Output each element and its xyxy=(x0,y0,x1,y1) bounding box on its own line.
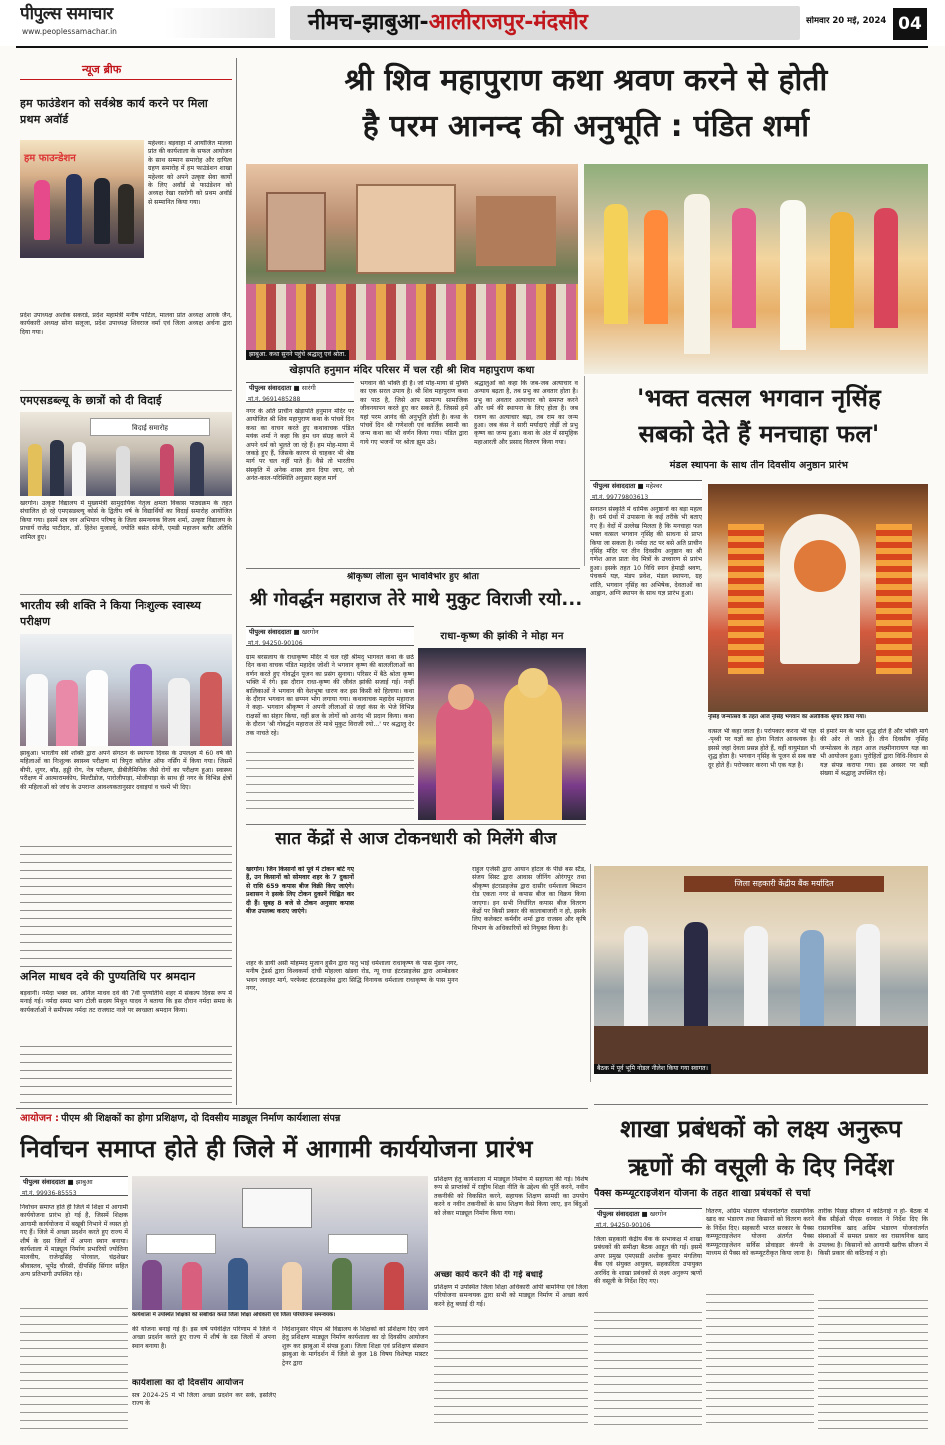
shakha-byline: पीपुल्स संवाददाता ■ खरगोन xyxy=(594,1208,702,1228)
nirvachan-workshop-photo xyxy=(132,1176,428,1310)
bhakt-body-col2: वत्सल भी कहा जाता है। परोपकार करना भी यज्ञ -पृथ्वी पर यज्ञों का होना नितांत आवश्यक है। इससे जहां देवता प्रसन्न होते हैं, वहीं वायुमंडल भी शुद्ध होता है। भगवान नृसिंह के पूजन से सब कष्ट दूर होते हैं। परोपकार करना भी एक यज्ञ है। xyxy=(708,728,816,769)
lead-byline-phone: मो.नं. 9691485288 xyxy=(248,396,301,403)
paper-logo[interactable] xyxy=(20,3,150,25)
govardhan-byline: पीपुल्स संवाददाता ■ खरगोन xyxy=(246,626,414,646)
lead-byline-city: सारंगी xyxy=(301,384,316,392)
shakha-photo-banner: जिला सहकारी केंद्रीय बैंक मर्यादित xyxy=(684,876,884,892)
shakha-headline-line2: ऋणों की वसूली के दिए निर्देश xyxy=(628,1153,894,1181)
nirvachan-col2-more: सत्र 2024-25 में भी जिला अच्छा प्रदर्शन कर सके, इसलिए राज्य के xyxy=(132,1392,276,1408)
shakha-headline-line1: शाखा प्रबंधकों को लक्ष्य अनुरूप xyxy=(620,1115,902,1143)
paper-name: पीपुल्स समाचार xyxy=(20,4,113,24)
nirvachan-col4-more: प्रशिक्षण में उपस्थित जिला शिक्षा अधिकारी ओपी बामनिया एवं जिला परियोजना समन्वयक द्वारा सभी को माड्यूल निर्माण में अच्छा कार्य करने हेतु बधाई दी गई। xyxy=(434,1284,588,1308)
nirvachan-byline-agency: पीपुल्स संवाददाता xyxy=(23,1178,66,1186)
nirvachan-col4-continued xyxy=(434,1326,588,1430)
shakha-col3-continued xyxy=(818,1300,928,1430)
page-number: 04 xyxy=(893,8,927,40)
brief2-body-text: खरगोन। उत्कृष्ट विद्यालय में मुख्यमंत्री सामुदायिक नेतृत्व क्षमता विकास पाठ्यक्रम के तहत संचालित हो रहे एमएसडब्ल्यू कोर्स के द्वितीय वर्ष के विद्यार्थियों का विदाई समारोह आयोजित किया गया। इसमें सत्र जन अभियान परिषद् के जिला समन्वयक विजय शर्मा, उत्कृष्ट विद्यालय के प्राचार्य राजेंद्र पाटीदार, डॉ. हितेश मुजाल्दे, ज्योति बसंत सोनी, एमडी महाजन बतौर अतिथि शामिल हुए। xyxy=(20,500,232,541)
lead-headline-line1: श्री शिव महापुराण कथा श्रवण करने से होती xyxy=(344,63,828,98)
masthead xyxy=(0,0,945,46)
brief4-continued-text xyxy=(20,1046,232,1104)
bhakt-byline-city: महेश्वर xyxy=(645,482,663,490)
lead-photo-caption: झाबुआ. कथा सुनने पहुंचे श्रद्धालु एवं श्रोता. xyxy=(246,350,349,360)
news-brief-label: न्यूज ब्रीफ xyxy=(82,63,122,76)
lead-body-col1: नगर के अति प्राचीन खेड़ापति हनुमान मंदिर पर आयोजित श्री शिव महापुराण कथा के पांचवें दिन कथा का वाचन करते हुए कथावाचक पंडित मयंक शर्मा ने कहा कि हम धन संग्रह करने में अपने धर्म को भूलते जा रहे हैं। हम मोह-माया में जकड़े हुए हैं, जिसके कारण से चाहकर भी श्रेष्ठ मार्ग पर चल नहीं पाते हैं। वैसे तो भारतीय संस्कृति में अनेक शास्त्र ज्ञान दिया जाए, जो अनंत-काल-परिस्थिति अनुसार सहज मार्ग xyxy=(246,408,354,483)
news-brief-title xyxy=(20,62,232,80)
lead-subhead: खेड़ापति हनुमान मंदिर परिसर में चल रही श्री शिव महापुराण कथा xyxy=(289,365,535,376)
bhakt-headline[interactable] xyxy=(590,380,928,456)
lead-photo-crowd xyxy=(246,164,578,360)
bhakt-subhead: मंडल स्थापना के साथ तीन दिवसीय अनुष्ठान प्रारंभ xyxy=(669,460,849,471)
bhakt-byline-phone: मो.नं. 99779803613 xyxy=(592,494,649,501)
bhakt-deity-photo xyxy=(708,484,928,712)
edition-name-part2: आलीराजपुर-मंदसौर xyxy=(428,10,588,35)
bhakt-byline: पीपुल्स संवाददाता ■ महेश्वर xyxy=(590,480,702,500)
nirvachan-col2-subhead: कार्यशाला का दो दिवसीय आयोजन xyxy=(132,1378,244,1388)
brief1-lead-text: महेश्वर। बड़वाहा में आयोजित मालवा प्रांत की कार्यशाला के सफल आयोजन के साथ सम्मान समारोह और दायित्व ग्रहण समारोह में हम फाउंडेशन शाखा महेश्वर को अपने उत्कृष्ट सेवा कार्यों के लिए अवॉर्ड से फाउंडेशन को अध्यक्ष रेखा रस्तोगी को प्रथम अवॉर्ड से सम्मानित किया गया। xyxy=(148,140,232,206)
nirvachan-body-col2: की योजना बनाई गई है। इस वर्ष पर्यवेक्षित परिणाम में जिले ने अच्छा प्रदर्शन करते हुए राज्य में शीर्ष के दस जिलों में अपना स्थान बनाया है। xyxy=(132,1326,276,1350)
nirvachan-byline-city: झाबुआ xyxy=(75,1178,93,1186)
brief4-body-text: बड़वानी। नर्मदा भक्त स्व. अनिल माधव दवे की 7वीं पुण्यतिथि शहर में संकल्प दिवस रूप में मनाई गई। नर्मदा समग्र भाग टोली सदस्य मिथुन यादव ने बताया कि इस दौरान नर्मदा समग्र के कार्यकर्ताओं ने समीपस्थ नर्मदा तट राजघाट नाले पर स्वच्छता श्रमदान किया। xyxy=(20,990,232,1014)
nirvachan-col1-continued xyxy=(20,1308,128,1430)
shakha-body-col1: जिला सहकारी केंद्रीय बैंक के सभाकक्ष में शाखा प्रबंधकों की समीक्षा बैठक आहूत की गई। इसमें अपर प्रमुख एमएसडी अशोक कुमार मंगलिया बैंक एवं संयुक्त आयुक्त, सहकारिता उपायुक्त अरविंद के शाखा प्रबंधकों से लक्ष्य अनुरूप ऋणों की वसूली के निर्देश दिए गए। xyxy=(594,1236,702,1286)
brief1-award-photo xyxy=(20,140,144,258)
nirvachan-headline[interactable]: निर्वाचन समाप्त होते ही जिले में आगामी कार्ययोजना प्रारंभ xyxy=(20,1135,533,1163)
brief3-headline[interactable]: भारतीय स्त्री शक्ति ने किया निःशुल्क स्वास्थ्य परीक्षण xyxy=(20,599,202,628)
brief1-body-text: प्रदेश उपाध्यक्ष अशोक सकरडे, प्रदेश महामंत्री मनीष पाटिल, मालवा प्रांत अध्यक्ष आरके जैन, कार्यकारी अध्यक्ष सोना सलूजा, प्रदेश उपाध्यक्ष शिवराज वर्मा एवं जिला अध्यक्ष अर्चना द्वारा दिया गया। xyxy=(20,312,232,336)
lead-byline: पीपुल्स संवाददाता ■ सारंगी xyxy=(246,382,354,402)
beej-body-col3: राहुल एजेंसी द्वारा आयान होटल के पीछे बस स्टैंड, संजय सिस्ट द्वारा आवास जीनिंग ओरंगपुर तथा श्रीकृष्ण इंटरप्राइजेस द्वारा दासीर धर्मशाला बिस्टान रोड एकता नगर से कपास बीज का विक्रय किया जाएगा। इन सभी निर्धारित कपास बीज वितरण केंद्रों पर किसी प्रकार की कालाबाजारी न हो, इसके लिए कलेक्टर कर्मवीर शर्मा द्वारा राजस्व और कृषि विभाग के अधिकारियों को नियुक्त किया है। xyxy=(472,866,586,932)
bhakt-body-col3: से हमारे मन के भाव शुद्ध होते हैं और भक्ति मार्ग की ओर ले जाते हैं। तीन दिवसीय नृसिंह जन्मोत्सव के तहत आज लक्ष्मीनारायण यज्ञ का भी आयोजन हुआ। पुरोहितों द्वारा विधि-विधान से यज्ञ संपन्न कराया गया। इस अवसर पर बड़ी संख्या में श्रद्धालु उपस्थित रहे। xyxy=(820,728,928,778)
shakha-photo-caption: बैठक में पूर्व भूमि नोडल नीलेश किया गया स्वागत। xyxy=(594,1064,711,1074)
lead-photo-priests xyxy=(584,164,928,374)
govardhan-headline[interactable]: श्री गोवर्द्धन महाराज तेरे माथे मुकुट विराजी रयो... xyxy=(249,589,583,610)
shakha-col2-continued xyxy=(706,1294,814,1430)
govardhan-body-text: ग्राम बरसलाय के राधाकृष्ण मंदिर में चल रही श्रीमद् भागवत कथा के छठे दिन कथा वाचक पंडित महादेव जोशी ने भगवान कृष्ण की बाललीलाओं का वर्णन करते हुए गोवर्द्धन पूजन का प्रसंग सुनाया। परिसर में बैठे श्रोता कृष्ण भक्ति में रंगे। इस दौरान राधा-कृष्ण की जीवंत झांकी सजाई गई। नन्हीं बालिकाओं ने भगवान की वेशभूषा धारण कर इस किसी को हिलाया। कथा के दौरान भगवान का छप्पन भोग लगाया गया। कथावाचक महादेव महाराज ने कहा- भगवान श्रीकृष्ण ने अपनी लीलाओं से जहां कंस के भेजे विभिन्न राक्षसों का संहार किया, वहीं ब्रज के लोगों को आनंद भी प्रदान किया। कथा के दौरान 'श्री गोवर्द्धन महाराज तेरे माथे मुकुट विराजी रयो...' पर श्रद्धालु देर तक नाचते रहे। xyxy=(246,654,414,737)
shakha-subhead: पैक्स कम्प्यूटराइजेशन योजना के तहत शाखा प्रबंधकों से चर्चा xyxy=(594,1188,811,1199)
lead-byline-agency: पीपुल्स संवाददाता xyxy=(249,384,292,392)
shakha-body-col3: तारीक पिछड़ सीजन में कठिनाई न हो- बैठक में बैंक सीईओ पीएस धनवाल ने निर्देश दिए कि रासायनिक खाद अग्रिम भंडारण योजनांतर्गत संस्थाओं में समस्त प्रकार का रासायनिक खाद उपलब्ध है। किसानों को आगामी खरीफ सीजन में किसी प्रकार की कठिनाई न हो। xyxy=(818,1208,928,1258)
edition-banner xyxy=(290,6,800,40)
nirvachan-byline: पीपुल्स संवाददाता ■ झाबुआ xyxy=(20,1176,128,1196)
govardhan-photo-banner: राधा-कृष्ण की झांकी ने मोहा मन xyxy=(440,631,564,642)
issue-date: सोमवार 20 मई, 2024 xyxy=(806,16,887,26)
nirvachan-kicker-label: आयोजन : xyxy=(20,1113,60,1124)
bhakt-photo-caption: नृसिंह जन्मोत्सव के तहत आज नृसिंह भगवान का अलौकिक श्रृंगार किया गया। xyxy=(708,714,867,720)
brief1-photo-label: हम फाउन्डेशन xyxy=(24,153,76,164)
nirvachan-body-col4: प्रशिक्षण हेतु कार्यशाला में माड्यूल निर्माण में सहायता की गई। विशेष रूप से प्राप्तांकों में राष्ट्रीय शिक्षा नीति के उद्देश्य की पूर्ति करने, नवीन तकनीकी को विकसित करने, सहायक शिक्षण सामग्री का उपयोग करने व नवीन तकनीकों के साथ शिक्षण कैसे किया जाए, इन बिंदुओं को लेकर माड्यूल निर्माण किया गया। xyxy=(434,1176,588,1217)
govardhan-continued-text xyxy=(246,752,414,816)
lead-headline[interactable] xyxy=(244,58,928,158)
nirvachan-kicker-text: पीएम श्री शिक्षकों का होगा प्रशिक्षण, दो दिवसीय माड्यूल निर्माण कार्यशाला संपन्न xyxy=(61,1113,341,1124)
masthead-ribbon xyxy=(165,8,275,38)
brief1-headline[interactable]: हम फाउंडेशन को सर्वश्रेष्ठ कार्य करने पर मिला प्रथम अवॉर्ड xyxy=(20,97,208,126)
brief3-healthcamp-photo xyxy=(20,634,232,746)
shakha-body-col2: वितरण, अग्रिम भंडारण योजनांतर्गत रासायनिक खाद का भंडारण तथा किसानों को वितरण करने के निर्देश दिए। सहकारी भारत सरकार के पैक्स कम्प्यूटराइजेशन योजना अंतर्गत पैक्स कम्प्यूटराइजेशन सर्विस प्रोवाइडर कंपनी के माध्यम से पैक्स को कम्प्यूटरीकृत किया जाना है। xyxy=(706,1208,814,1258)
edition-name-part1: नीमच-झाबुआ- xyxy=(308,10,429,35)
beej-body-col2: शहर के डायी असी मोहम्मद मुजान हुसैन द्वारा फतु भाई धर्मशाला राधाकृष्ण के पास मुंडन नगर, मनीष ट्रेडर्स द्वारा विश्वकर्मा दांची मोहल्ला खंडवा रोड, न्यू राधा इंटरप्राइजेस द्वारा आम्बेडकर भवन जवाहर मार्ग, परफेक्ट इंटरप्राइजेस द्वारा सिद्धि विनायक धर्मशाला राधाकृष्ण के पास मुनन नगर, xyxy=(246,960,458,993)
brief3-body-text: झाबुआ। भारतीय स्त्री शक्ति द्वारा अपने संगठन के स्थापना दिवस के उपलक्ष्य में 60 वर्ष की महिलाओं का निःशुल्क स्वास्थ्य परीक्षण मां त्रिपुरा कॉलेज ऑफ नर्सिंग में किया गया। जिसमें बीपी, शुगर, बॉड़, हड्डी रोग, नेत्र परीक्षण, डीबीलैमिनिक जैसे रोगों का परीक्षण हुआ। स्वास्थ्य परीक्षण में आत्मारामकीय, मिल्टीडोज, पारोलीपाड़ा, मोजीपाड़ा के साथ ही नगर के विभिन्न क्षेत्रों की महिलाओं को जांच के उपरान्त आवश्यकतानुसार दवाइयां व चश्मे भी दिए। xyxy=(20,750,232,791)
shakha-byline-phone: मो.नं. 94250-90106 xyxy=(596,1222,651,1229)
nirvachan-body-col3: निर्देशानुसार पीएम श्री विद्यालय के शिक्षकों को प्रशिक्षण दिए जाने हेतु प्रशिक्षण माड्यूल निर्माण कार्यशाला का दो दिवसीय आयोजन शुरू कर झाबुआ में संपन्न हुआ। जिला शिक्षा एवं प्रशिक्षण संस्थान झाबुआ के मार्गदर्शन में जिले से कुल 18 विषय विशेषज्ञ मास्टर ट्रेनर द्वारा xyxy=(282,1326,428,1367)
bhakt-headline-line2: सबको देते हैं मनचाहा फल' xyxy=(638,420,880,448)
nirvachan-body-col1: निर्वाचन समाप्त होते ही जिले में शिक्षा में आगामी कार्ययोजना प्रारंभ हो गई है, जिसमें शिक्षक आगामी कार्ययोजना में बखूबी निभाने में व्यस्त हो गए हैं। जिले में अच्छा प्रदर्शन करते हुए राज्य में शीर्ष के दस जिलों में अपना स्थान बनाया। कार्यशाला में माड्यूल निर्माण प्रभारियों ज्योतिना मालवीय, राजेन्द्रसिंह पोरवाल, चंद्रशेखर श्रीवास्तव, भूपेंद्र चौरसी, दीपसिंह सिंगार सहित अन्य प्रतिभागी उपस्थित रहे। xyxy=(20,1204,128,1279)
shakha-meeting-photo xyxy=(594,866,928,1074)
nirvachan-byline-phone: मो.नं. 99936-85553 xyxy=(22,1190,77,1197)
bhakt-headline-line1: 'भक्त वत्सल भगवान नृसिंह xyxy=(637,384,881,412)
lead-body-col2: भगवान की भक्ति ही है। जो मोह-माया से मुक्ति का एक सरल उपाय है। श्री शिव महापुराण कथा का पाठ है, जिसे आप सामान्य सामाजिक जीवनयापन करते हुए कर सकते हैं, जिससे हमें यहां परम आनंद की अनुभूति होती है। कथा के पांचवें दिन श्री गणेशजी एवं कार्तिक स्वामी का जन्म कथा का भी वर्णन किया गया। पंडित द्वारा गाये गए भजनों पर श्रोता झूम उठे। xyxy=(360,380,468,446)
govardhan-krishna-photo xyxy=(418,648,586,820)
nirvachan-kicker xyxy=(20,1112,588,1126)
brief3-continued-text xyxy=(20,846,232,962)
lead-headline-line2: है परम आनन्द की अनुभूति : पंडित शर्मा xyxy=(362,109,810,144)
brief4-headline[interactable]: अनिल माधव दवे की पुण्यतिथि पर श्रमदान xyxy=(20,970,196,983)
brief2-banner-text: विदाई समारोह xyxy=(90,418,210,436)
nirvachan-col4-subhead: अच्छा कार्य करने की दी गई बधाई xyxy=(434,1270,543,1280)
govardhan-kicker: श्रीकृष्ण लीला सुन भावविभोर हुए श्रोता xyxy=(346,572,480,582)
beej-body-col1: खरगोन। जिन किसानों को पूर्व में टोकन बांटे गए हैं, उन किसानों को सोमवार शहर के 7 दुकानों से रासि 659 कपास बीज विक्री किए जाएंगे। प्रशासन ने इसके लिए टोकन दुकानें चिह्नित कर दी हैं। सुबह 8 बजे से टोकन अनुसार कपास बीज उपलब्ध कराए जाएंगे। xyxy=(246,866,354,916)
brief2-headline[interactable]: एमएसडब्ल्यू के छात्रों को दी विदाई xyxy=(20,394,162,407)
website-url[interactable]: www.peoplessamachar.in xyxy=(22,27,117,36)
govardhan-byline-agency: पीपुल्स संवाददाता xyxy=(249,628,292,636)
shakha-byline-city: खरगोन xyxy=(649,1210,667,1218)
govardhan-byline-city: खरगोन xyxy=(301,628,319,636)
beej-headline[interactable]: सात केंद्रों से आज टोकनधारी को मिलेंगे बीज xyxy=(275,829,557,849)
shakha-byline-agency: पीपुल्स संवाददाता xyxy=(597,1210,640,1218)
govardhan-byline-phone: मो.नं. 94250-90106 xyxy=(248,640,303,647)
shakha-col1-continued xyxy=(594,1312,702,1430)
bhakt-body-col1: सनातन संस्कृति में धार्मिक अनुष्ठानों का बड़ा महत्व है। धर्म ग्रंथों में उपासना के कई तरीके भी बताए गए हैं। वेदों में उल्लेख मिलता है कि मनचाहा फल भक्त वत्सल भगवान नृसिंह की साधना से प्राप्त किया जा सकता है। नर्मदा तट पर बसे अति प्राचीन नृसिंह मंदिर पर तीन दिवसीय अनुष्ठान का श्री गणेश आज प्रातः वेद मित्रों के उच्चारण से प्रारंभ हुआ। इसके तहत 10 विधि स्नान हेमाद्री श्रवण, पंचकर्म यज्ञ, मंडप प्रवेश, मंडल स्थापना, ग्रह शांति, भगवान नृसिंह का अभिषेक, देवताओं का आह्वान, अग्नि स्थापन के साथ यज्ञ प्रारंभ हुआ। xyxy=(590,506,702,598)
shakha-headline[interactable] xyxy=(594,1110,928,1186)
brief2-farewell-photo xyxy=(20,412,232,496)
lead-body-col3: श्रद्धालुओं को कहा कि जब-जब अत्याचार व अन्याय बढ़ता है, तब प्रभु का अवतार होता है। प्रभु का अवतार अत्याचार को समाप्त करने और धर्म की स्थापना के लिए होता है। जब रावण का अत्याचार बढ़ा, तब राम का जन्म हुआ। जब कंस ने सारी मर्यादाएं तोड़ीं तो प्रभु कृष्ण का जन्म हुआ। कथा के अंत में सामूहिक महाआरती और प्रसाद वितरण किया गया। xyxy=(474,380,578,446)
bhakt-byline-agency: पीपुल्स संवाददाता xyxy=(593,482,636,490)
nirvachan-photo-caption: कार्यशाला में उपस्थित शिक्षकों को संबोधित करते जिला शिक्षा अधिकारी एवं जिला परियोजना समन्वयक। xyxy=(132,1312,336,1318)
